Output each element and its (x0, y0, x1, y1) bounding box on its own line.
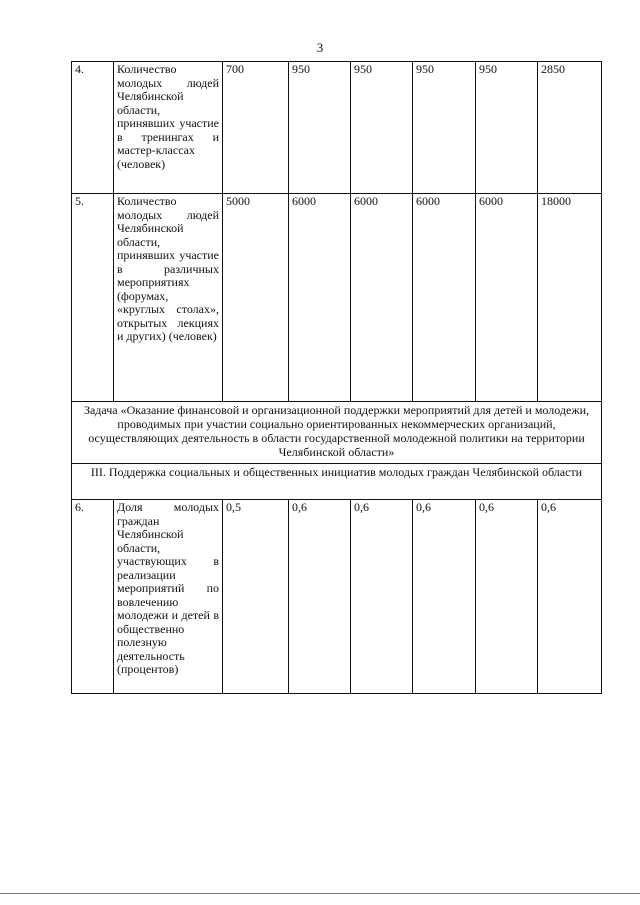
value-cell: 0,6 (289, 500, 351, 694)
value-cell: 700 (223, 62, 289, 194)
value-cell: 950 (351, 62, 413, 194)
row-number: 5. (72, 194, 114, 402)
value-cell: 950 (289, 62, 351, 194)
bottom-border-line (0, 893, 640, 894)
value-cell: 0,6 (413, 500, 476, 694)
value-cell: 0,6 (476, 500, 538, 694)
table-row (72, 500, 602, 694)
indicator-description: Количество молодых людей Челябинской области, принявших участие в тренингах и мастер-классах (человек) (114, 62, 223, 194)
value-cell: 18000 (538, 194, 602, 402)
value-cell: 950 (413, 62, 476, 194)
indicators-table (71, 61, 602, 694)
task-heading: Задача «Оказание финансовой и организационной поддержки мероприятий для детей и молодежи, проводимых при участии социально ориентированных некоммерческих организаций, осуществляющих деятельность в области государственной молодежной политики на территории Челябинской области» (72, 402, 602, 464)
value-cell: 6000 (476, 194, 538, 402)
section-row (72, 464, 602, 500)
table-row (72, 62, 602, 194)
value-cell: 0,6 (538, 500, 602, 694)
task-row (72, 402, 602, 464)
value-cell: 0,5 (223, 500, 289, 694)
row-number: 6. (72, 500, 114, 694)
value-cell: 6000 (351, 194, 413, 402)
value-cell: 6000 (289, 194, 351, 402)
value-cell: 2850 (538, 62, 602, 194)
row-number: 4. (72, 62, 114, 194)
section-heading: III. Поддержка социальных и общественных инициатив молодых граждан Челябинской области (72, 464, 602, 500)
indicator-description: Доля молодых граждан Челябинской области, участвующих в реализации мероприятий по вовлечению молодежи и детей в общественно полезную деятельность (процентов) (114, 500, 223, 694)
value-cell: 5000 (223, 194, 289, 402)
indicator-description: Количество молодых людей Челябинской области, принявших участие в различных мероприятиях (форумах, «круглых столах», открытых лекциях и других) (человек) (114, 194, 223, 402)
value-cell: 6000 (413, 194, 476, 402)
page-number: 3 (316, 40, 324, 55)
table-row (72, 194, 602, 402)
value-cell: 0,6 (351, 500, 413, 694)
value-cell: 950 (476, 62, 538, 194)
